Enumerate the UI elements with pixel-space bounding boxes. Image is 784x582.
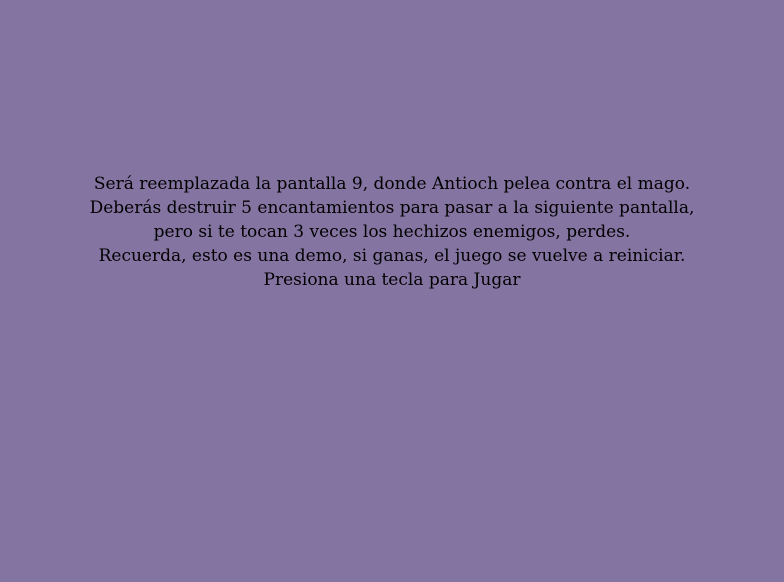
press-key-prompt: Presiona una tecla para Jugar — [263, 270, 521, 290]
instructions-text — [0, 172, 784, 292]
instruction-line-3: pero si te tocan 3 veces los hechizos enemigos, perdes. — [153, 222, 631, 242]
instruction-line-1: Será reemplazada la pantalla 9, donde Antioch pelea contra el mago. — [93, 174, 691, 194]
instruction-line-2: Deberás destruir 5 encantamientos para pasar a la siguiente pantalla, — [89, 198, 695, 218]
instruction-line-4: Recuerda, esto es una demo, si ganas, el juego se vuelve a reiniciar. — [98, 246, 686, 266]
